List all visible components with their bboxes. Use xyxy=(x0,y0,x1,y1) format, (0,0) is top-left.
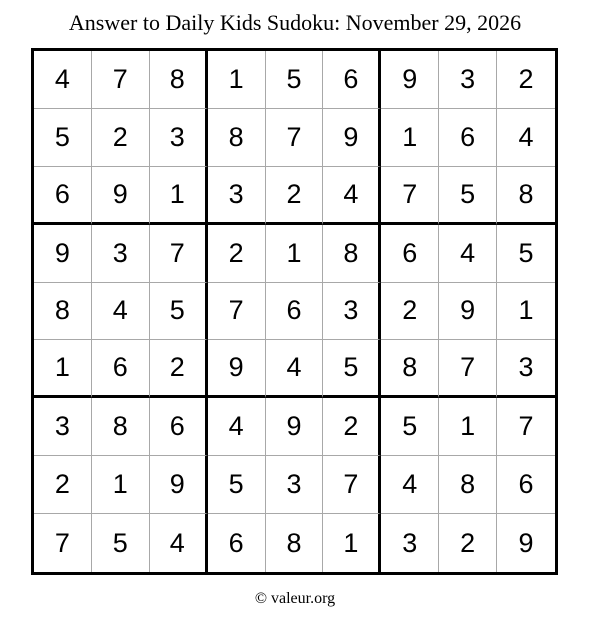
sudoku-cell: 8 xyxy=(497,167,555,225)
sudoku-cell: 8 xyxy=(323,225,381,283)
sudoku-cell: 6 xyxy=(266,283,324,341)
sudoku-cell: 8 xyxy=(381,340,439,398)
sudoku-cell: 3 xyxy=(266,456,324,514)
sudoku-cell: 3 xyxy=(150,109,208,167)
sudoku-cell: 4 xyxy=(381,456,439,514)
sudoku-cell: 1 xyxy=(150,167,208,225)
sudoku-cell: 3 xyxy=(381,514,439,572)
sudoku-cell: 1 xyxy=(323,514,381,572)
sudoku-cell: 8 xyxy=(92,398,150,456)
sudoku-cell: 2 xyxy=(266,167,324,225)
sudoku-cell: 4 xyxy=(266,340,324,398)
sudoku-cell: 5 xyxy=(381,398,439,456)
sudoku-cell: 1 xyxy=(92,456,150,514)
sudoku-cell: 4 xyxy=(150,514,208,572)
sudoku-cell: 6 xyxy=(34,167,92,225)
sudoku-cell: 5 xyxy=(34,109,92,167)
sudoku-cell: 7 xyxy=(323,456,381,514)
sudoku-cell: 2 xyxy=(208,225,266,283)
sudoku-cell: 1 xyxy=(34,340,92,398)
sudoku-cell: 8 xyxy=(150,51,208,109)
page-title: Answer to Daily Kids Sudoku: November 29, 2026 xyxy=(68,10,522,35)
sudoku-cell: 9 xyxy=(323,109,381,167)
sudoku-cell: 3 xyxy=(323,283,381,341)
sudoku-cell: 7 xyxy=(497,398,555,456)
sudoku-cell: 6 xyxy=(208,514,266,572)
sudoku-cell: 9 xyxy=(150,456,208,514)
sudoku-cell: 8 xyxy=(208,109,266,167)
sudoku-cell: 3 xyxy=(497,340,555,398)
sudoku-cell: 3 xyxy=(92,225,150,283)
sudoku-cell: 8 xyxy=(34,283,92,341)
sudoku-cell: 6 xyxy=(381,225,439,283)
sudoku-cell: 7 xyxy=(34,514,92,572)
sudoku-cell: 9 xyxy=(208,340,266,398)
sudoku-cell: 5 xyxy=(497,225,555,283)
sudoku-cell: 1 xyxy=(266,225,324,283)
sudoku-cell: 8 xyxy=(439,456,497,514)
sudoku-cell: 2 xyxy=(497,51,555,109)
sudoku-cell: 7 xyxy=(150,225,208,283)
copyright-footer: © valeur.org xyxy=(254,590,336,607)
sudoku-cell: 5 xyxy=(266,51,324,109)
sudoku-cell: 1 xyxy=(208,51,266,109)
sudoku-cell: 1 xyxy=(439,398,497,456)
sudoku-cell: 2 xyxy=(381,283,439,341)
sudoku-grid xyxy=(31,48,558,575)
sudoku-cell: 9 xyxy=(266,398,324,456)
sudoku-cell: 9 xyxy=(34,225,92,283)
sudoku-cell: 5 xyxy=(150,283,208,341)
sudoku-cell: 6 xyxy=(92,340,150,398)
sudoku-cell: 4 xyxy=(323,167,381,225)
sudoku-cell: 5 xyxy=(92,514,150,572)
sudoku-cell: 4 xyxy=(34,51,92,109)
sudoku-cell: 8 xyxy=(266,514,324,572)
sudoku-cell: 2 xyxy=(92,109,150,167)
sudoku-cell: 9 xyxy=(381,51,439,109)
sudoku-cell: 7 xyxy=(208,283,266,341)
sudoku-cell: 7 xyxy=(381,167,439,225)
sudoku-cell: 9 xyxy=(518,527,534,558)
sudoku-cell: 9 xyxy=(439,283,497,341)
sudoku-cell: 6 xyxy=(323,51,381,109)
sudoku-cell: 3 xyxy=(439,51,497,109)
sudoku-cell: 5 xyxy=(323,340,381,398)
sudoku-cell: 7 xyxy=(92,51,150,109)
sudoku-cell: 5 xyxy=(208,456,266,514)
sudoku-cell: 6 xyxy=(439,109,497,167)
sudoku-cell: 4 xyxy=(208,398,266,456)
sudoku-cell: 6 xyxy=(150,398,208,456)
sudoku-cell: 3 xyxy=(34,398,92,456)
sudoku-cell: 1 xyxy=(497,283,555,341)
sudoku-cell: 3 xyxy=(208,167,266,225)
sudoku-cell: 2 xyxy=(34,456,92,514)
sudoku-cell: 6 xyxy=(497,456,555,514)
sudoku-cell: 2 xyxy=(323,398,381,456)
sudoku-cell: 1 xyxy=(381,109,439,167)
sudoku-cell: 2 xyxy=(150,340,208,398)
sudoku-cell: 4 xyxy=(497,109,555,167)
sudoku-cell: 2 xyxy=(439,514,497,572)
sudoku-cell: 7 xyxy=(266,109,324,167)
sudoku-cell: 7 xyxy=(439,340,497,398)
sudoku-cell: 4 xyxy=(439,225,497,283)
sudoku-cell: 9 xyxy=(92,167,150,225)
sudoku-cell: 4 xyxy=(92,283,150,341)
sudoku-cell: 5 xyxy=(439,167,497,225)
